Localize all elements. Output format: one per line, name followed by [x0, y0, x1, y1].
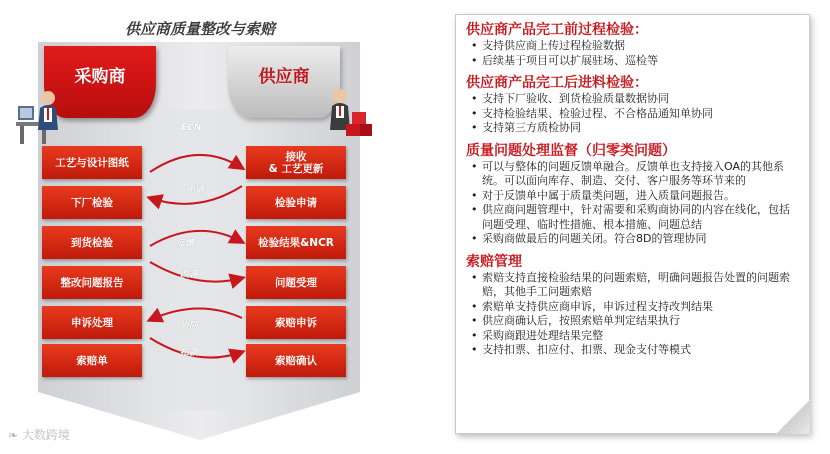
bullet-list	[466, 160, 799, 247]
watermark-icon: ❧	[8, 428, 19, 442]
section-incoming-inspection	[466, 74, 799, 136]
bullet-item: • 索赔单支持供应商申诉，申诉过程支持改判结果	[466, 300, 799, 315]
supplier-node: 索赔申诉	[246, 306, 346, 339]
buyer-node: 到货检验	[42, 226, 142, 259]
diagram-title: 供应商质量整改与索赔	[124, 20, 275, 38]
section-pre-completion-inspection	[466, 21, 799, 68]
flow-label-ecn: ECN	[181, 123, 202, 133]
bullet-item: • 索赔支持直接检验结果的问题索赔，明确问题报告处置的问题索赔，其他手工问题索赔	[466, 271, 799, 300]
flow-label-feedback: 反馈	[176, 239, 195, 249]
bullet-item: • 支持扣票、扣应付、扣票、现金支付等模式	[466, 343, 799, 358]
bullet-item: • 可以与整体的问题反馈单融合。反馈单也支持接入OA的其他系统。可以面向库存、制造、交付、客户服务等环节来的	[466, 160, 799, 189]
bullet-list	[466, 92, 799, 136]
bullet-item: • 供应商确认后，按照索赔单判定结果执行	[466, 314, 799, 329]
section-title: 索赔管理	[466, 253, 522, 270]
section-quality-issue-supervision	[466, 142, 799, 247]
supplier-label: 供应商	[258, 67, 310, 87]
buyer-node: 申诉处理	[42, 306, 142, 339]
bullet-item: • 采购商做最后的问题关闭。符合8D的管理协同	[466, 232, 799, 247]
page-curl-corner	[776, 400, 810, 434]
buyer-node: 整改问题报告	[42, 266, 142, 299]
flow-label-collab: 协同	[180, 321, 199, 331]
buyer-node: 索赔单	[42, 344, 142, 377]
bullet-item: • 支持供应商上传过程检验数据	[466, 39, 799, 54]
bullet-item: • 支持检验结果、检验过程、不合格品通知单协同	[466, 107, 799, 122]
watermark-logo	[8, 426, 70, 443]
bullet-item: • 支持第三方质检协同	[466, 121, 799, 136]
buyer-node: 下厂检验	[42, 186, 142, 219]
supplier-node: 索赔确认	[246, 344, 346, 377]
bullet-item: • 后续基于项目可以扩展驻场、巡检等	[466, 54, 799, 69]
section-title: 供应商产品完工前过程检验：	[466, 22, 648, 38]
bullet-item: • 支持下厂验收、到货检验质量数据协同	[466, 92, 799, 107]
bullet-item: • 供应商问题管理中，针对需要和采购商协同的内容在线化，包括问题受理、临时性措施、根本措施、问题总结	[466, 203, 799, 232]
supplier-node: 检验申请	[246, 186, 346, 219]
section-claim-management	[466, 253, 799, 358]
flow-label-apply: 申请	[186, 186, 205, 196]
flow-label-deduct: 扣款	[180, 348, 199, 358]
buyer-label: 采购商	[74, 67, 126, 87]
bullet-list	[466, 271, 799, 358]
watermark-text: 大数跨境	[21, 428, 70, 442]
supplier-node: 问题受理	[246, 266, 346, 299]
bullet-list	[466, 39, 799, 68]
bullet-item: • 采购商跟进处理结果完整	[466, 329, 799, 344]
section-title: 供应商产品完工后进料检验：	[466, 75, 648, 91]
buyer-node: 工艺与设计图纸	[42, 146, 142, 179]
bullet-item: • 对于反馈单中属于质量类问题，进入质量问题报告。	[466, 189, 799, 204]
quality-claim-diagram	[0, 0, 400, 454]
flow-label-improve: 改善	[180, 270, 199, 280]
section-title: 质量问题处理监督（归零类问题）	[466, 142, 676, 159]
feature-note-panel	[455, 14, 810, 434]
supplier-node: 接收 & 工艺更新	[246, 146, 346, 179]
supplier-node: 检验结果&NCR	[246, 226, 346, 259]
